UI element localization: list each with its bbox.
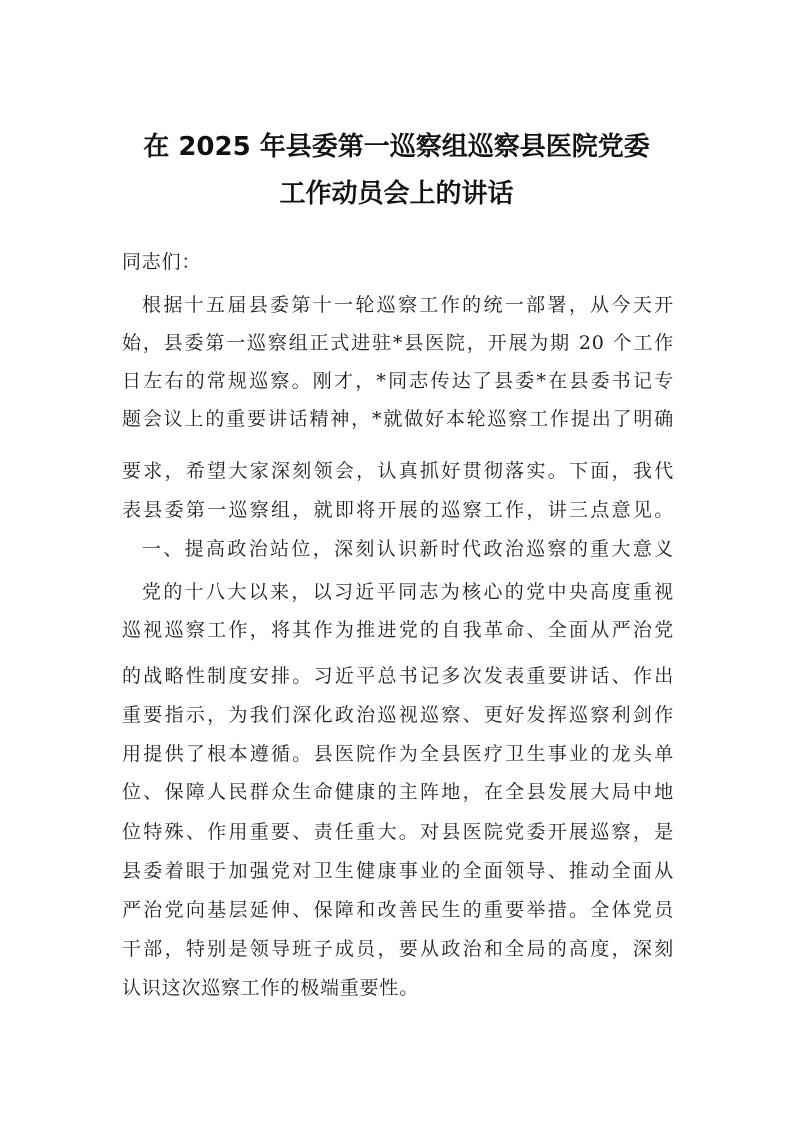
salutation: 同志们： <box>122 251 202 273</box>
paragraph-2-line: 位、保障人民群众生命健康的主阵地，在全县发展大局中地 <box>122 781 674 803</box>
paragraph-1-line: 表县委第一巡察组，就即将开展的巡察工作，讲三点意见。 <box>122 499 674 521</box>
document-title-line-2: 工作动员会上的讲话 <box>279 179 514 209</box>
paragraph-2-line: 认识这次巡察工作的极端重要性。 <box>122 977 420 999</box>
paragraph-2-line: 位特殊、作用重要、责任重大。对县医院党委开展巡察，是 <box>122 821 674 843</box>
paragraph-2-line: 重要指示，为我们深化政治巡视巡察、更好发挥巡察利剑作 <box>122 704 674 726</box>
paragraph-2-line: 巡视巡察工作，将其作为推进党的自我革命、全面从严治党 <box>122 619 674 641</box>
paragraph-2-line: 用提供了根本遵循。县医院作为全县医疗卫生事业的龙头单 <box>122 743 674 765</box>
paragraph-2-line: 的战略性制度安排。习近平总书记多次发表重要讲话、作出 <box>122 665 674 687</box>
document-title-line-1: 在 2025 年县委第一巡察组巡察县医院党委 <box>143 132 650 162</box>
paragraph-1-line: 题会议上的重要讲话精神，*就做好本轮巡察工作提出了明确 <box>122 408 674 430</box>
paragraph-2-line: 严治党向基层延伸、保障和改善民生的重要举措。全体党员 <box>122 899 674 921</box>
paragraph-1-line: 根据十五届县委第十一轮巡察工作的统一部署，从今天开 <box>142 294 674 316</box>
paragraph-2-line: 党的十八大以来，以习近平同志为核心的党中央高度重视 <box>142 581 674 603</box>
paragraph-2-line: 县委着眼于加强党对卫生健康事业的全面领导、推动全面从 <box>122 860 674 882</box>
paragraph-1-line: 要求，希望大家深刻领会，认真抓好贯彻落实。下面，我代 <box>122 460 674 482</box>
paragraph-1-line: 日左右的常规巡察。刚才，*同志传达了县委*在县委书记专 <box>122 370 674 392</box>
section-1-heading: 一、提高政治站位，深刻认识新时代政治巡察的重大意义 <box>142 538 674 560</box>
paragraph-1-line: 始，县委第一巡察组正式进驻*县医院，开展为期 20 个工作 <box>122 332 674 354</box>
paragraph-2-line: 干部，特别是领导班子成员，要从政治和全局的高度，深刻 <box>122 938 674 960</box>
